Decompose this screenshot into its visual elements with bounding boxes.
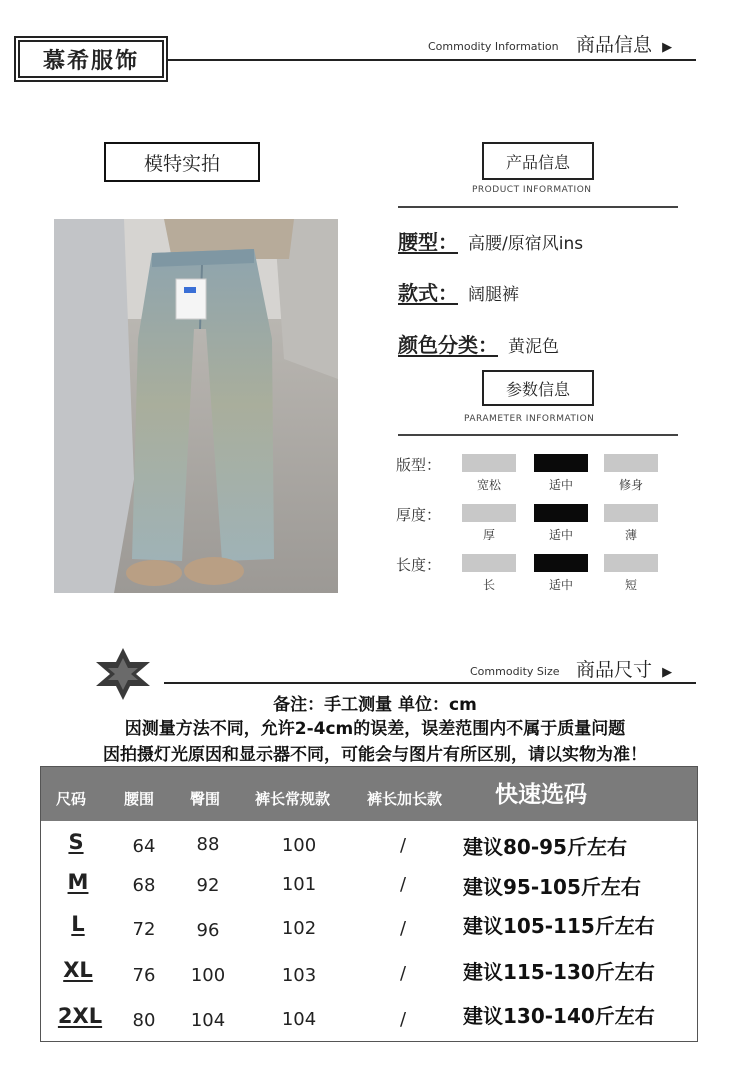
size-2XL: 2XL [57,1004,103,1028]
recommend-cell: 建议130-140斤左右 [463,1004,655,1028]
length-regular-cell: 101 [281,874,317,895]
model-photo-label: 模特实拍 [104,142,260,182]
length-long-cell: / [399,874,407,895]
header-section-cn [576,30,672,57]
product-info-subtitle: PRODUCT INFORMATION [472,185,592,195]
param-label-length: 长度： [396,556,442,574]
param-option: 宽松 [476,478,501,492]
param-cell-selected [534,504,588,522]
param-label-fit: 版型： [396,456,442,474]
length-regular-cell: 100 [281,835,317,856]
header-hip: 臀围 [190,790,221,808]
attribute-value: 黄泥色 [508,337,559,357]
jeans-illustration [54,219,338,593]
recommend-cell: 建议80-95斤左右 [463,835,627,859]
param-option: 适中 [548,578,573,592]
product-photo [54,219,338,593]
tolerance-note: 因测量方法不同，允许2-4cm的误差，误差范围内不属于质量问题 [124,719,626,739]
recommend-cell: 建议95-105斤左右 [463,875,641,899]
product-info-title: 产品信息 [482,142,594,180]
attribute-waist [398,226,583,255]
param-cell-selected [534,554,588,572]
param-cell [462,504,516,522]
waist-cell: 80 [132,1010,156,1031]
product-info-divider [398,206,678,208]
length-long-cell: / [399,835,407,856]
size-XL: XL [63,958,93,982]
waist-cell: 72 [132,919,156,940]
length-long-cell: / [399,918,407,939]
attribute-value: 阔腿裤 [468,285,519,305]
length-regular-cell: 102 [281,918,317,939]
attribute-color [398,329,559,358]
length-long-cell: / [399,963,407,984]
brand-logo: 慕希服饰 [18,40,164,78]
arrow-right-icon: ▶ [662,665,673,680]
param-cell [604,554,658,572]
hip-cell: 104 [190,1010,226,1031]
hip-cell: 96 [196,920,220,941]
hip-cell: 100 [190,965,226,986]
attribute-value: 高腰/原宿风ins [468,234,584,254]
param-option: 短 [624,578,637,592]
waist-cell: 76 [132,965,156,986]
param-option: 厚 [482,528,495,542]
param-cell-selected [534,454,588,472]
color-disclaimer-note: 因拍摄灯光原因和显示器不同，可能会与图片有所区别，请以实物为准！ [103,745,647,765]
attribute-key: 腰型： [398,230,458,254]
attribute-style [398,277,519,306]
size-L: L [71,912,85,936]
size-S: S [68,830,84,854]
param-label-thickness: 厚度： [396,506,442,524]
hip-cell: 88 [196,834,220,855]
attribute-key: 颜色分类： [398,333,498,357]
recommend-cell: 建议115-130斤左右 [463,960,655,984]
header-waist: 腰围 [124,790,155,808]
waist-cell: 68 [132,875,156,896]
param-cell [462,554,516,572]
arrow-right-icon: ▶ [662,40,673,55]
length-regular-cell: 104 [281,1009,317,1030]
parameter-info-subtitle: PARAMETER INFORMATION [464,414,595,424]
length-regular-cell: 103 [281,965,317,986]
param-option: 适中 [548,528,573,542]
measure-note: 备注：手工测量 单位：cm [273,695,477,715]
recommend-cell: 建议105-115斤左右 [463,914,655,938]
parameter-info-divider [398,434,678,436]
param-option: 薄 [624,528,637,542]
header-quick-select: 快速选码 [495,782,587,808]
parameter-info-title: 参数信息 [482,370,594,406]
param-option: 修身 [618,478,643,492]
header-divider [168,59,696,61]
header-length-long: 裤长加长款 [367,790,443,808]
size-section-en: Commodity Size [470,665,560,678]
waist-cell: 64 [132,836,156,857]
size-section-cn [576,655,672,682]
length-long-cell: / [399,1009,407,1030]
param-cell [604,454,658,472]
header-section-en: Commodity Information [428,40,559,53]
header-section-title: 商品信息 [576,34,653,56]
attribute-key: 款式： [398,281,458,305]
hip-cell: 92 [196,875,220,896]
size-section-title: 商品尺寸 [576,659,653,681]
header-size: 尺码 [56,790,87,808]
size-divider [164,682,696,684]
param-option: 适中 [548,478,573,492]
size-M: M [67,870,89,894]
param-cell [462,454,516,472]
param-cell [604,504,658,522]
header-length-regular: 裤长常规款 [255,790,331,808]
param-option: 长 [482,578,495,592]
